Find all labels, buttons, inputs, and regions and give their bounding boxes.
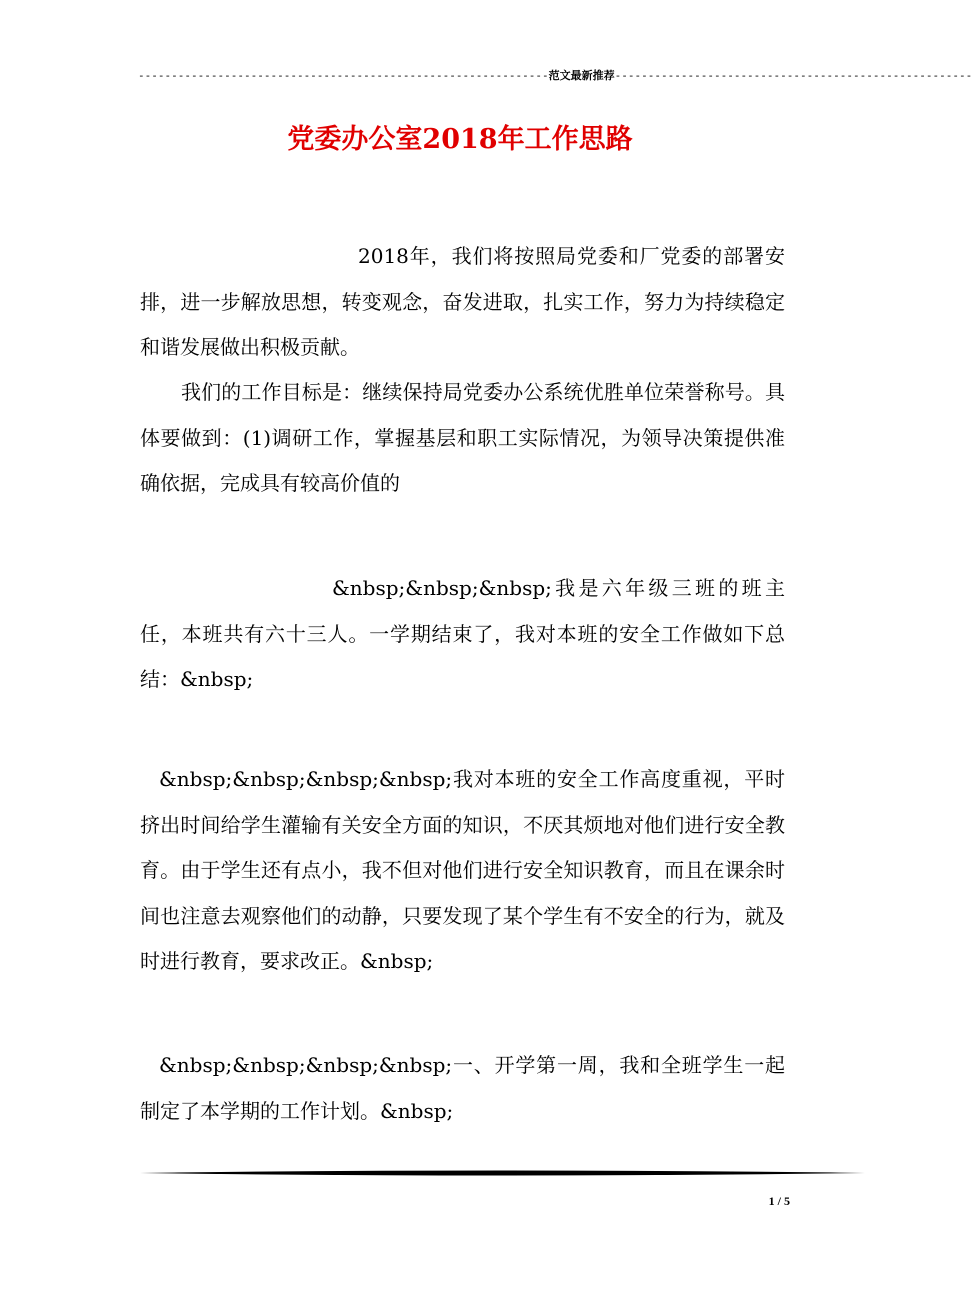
- paragraph-1: 2018年，我们将按照局党委和厂党委的部署安排，进一步解放思想，转变观念，奋发进取，扎实工作，努力为持续稳定和谐发展做出积极贡献。: [140, 244, 785, 359]
- paragraph-3: &nbsp;&nbsp;&nbsp;我是六年级三班的班主任，本班共有六十三人。一学期结束了，我对本班的安全工作做如下总结：&nbsp;: [140, 576, 785, 691]
- paragraph-2: 我们的工作目标是：继续保持局党委办公系统优胜单位荣誉称号。具体要做到：(1)调研工作，掌握基层和职工实际情况，为领导决策提供准确依据，完成具有较高价值的: [140, 380, 785, 495]
- document-title: 党委办公室2018年工作思路: [287, 124, 633, 155]
- paragraph-5: &nbsp;&nbsp;&nbsp;&nbsp;一、开学第一周，我和全班学生一起制定了本学期的工作计划。&nbsp;: [140, 1053, 785, 1123]
- page-header-divider: [138, 66, 972, 86]
- header-left-dashes: --------------------------------------------------------------: [138, 69, 549, 82]
- page-number: 1 / 5: [768, 1194, 790, 1208]
- header-right-dashes: ------------------------------------------------------: [614, 69, 972, 82]
- header-label: 范文最新推荐: [548, 69, 615, 82]
- paragraph-4: &nbsp;&nbsp;&nbsp;&nbsp;我对本班的安全工作高度重视，平时挤出时间给学生灌输有关安全方面的知识，不厌其烦地对他们进行安全教育。由于学生还有点小，我不但对他们进行安全知识教育，而且在课余时间也注意去观察他们的动静，只要发现了某个学生有不安全的行为，就及时进行教育，要求改正。&nbsp;: [140, 767, 785, 973]
- footer-rule: [140, 1169, 865, 1177]
